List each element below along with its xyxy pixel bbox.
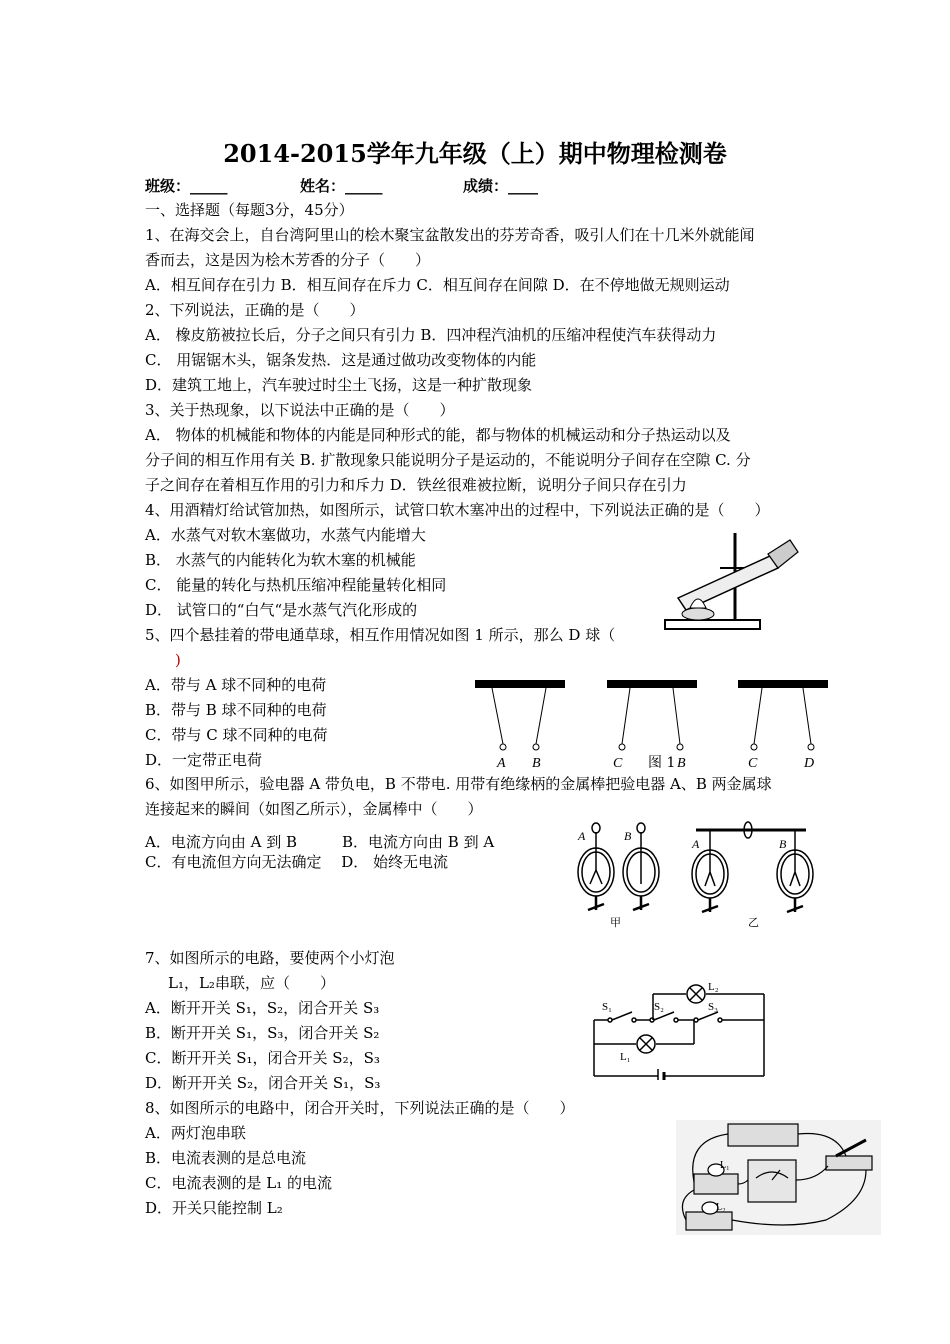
q8-option-a: A．两灯泡串联 [145, 1124, 246, 1142]
q5-stem [145, 623, 615, 648]
electroscope-figure [570, 818, 820, 930]
ball-label-d: D [804, 756, 815, 771]
switch-s2-label: S₂ [654, 1001, 664, 1013]
ball-label-b: B [532, 756, 541, 771]
q5-option-d: D．一定带正电荷 [145, 751, 263, 769]
electroscope-label-a2: A [692, 837, 700, 851]
q2-option-ab: A． 橡皮筋被拉长后，分子之间只有引力 B．四冲程汽油机的压缩冲程使汽车获得动力 [145, 326, 717, 344]
class-field: 班级：_____ [145, 177, 228, 195]
q4-stem: 4、用酒精灯给试管加热，如图所示，试管口软木塞冲出的过程中，下列说法正确的是（ ） [145, 501, 770, 519]
q8-stem: 8、如图所示的电路中，闭合开关时，下列说法正确的是（ ） [145, 1099, 575, 1117]
q1-options: A．相互间存在引力 B．相互间存在斥力 C．相互间存在间隙 D．在不停地做无规则运动 [145, 276, 730, 294]
figure-l1-label: L₁ [720, 1160, 730, 1171]
figure-l2-label: L₂ [716, 1202, 726, 1213]
page-title: 2014-2015学年九年级（上）期中物理检测卷 [223, 139, 727, 168]
q5-option-c: C．带与 C 球不同种的电荷 [145, 726, 328, 744]
lamp-l1-label: L₁ [620, 1051, 631, 1063]
test-tube-figure [660, 528, 805, 633]
q4-option-b: B． 水蒸气的内能转化为软木塞的机械能 [145, 551, 416, 569]
q3-line3: 子之间存在着相互作用的引力和斥力 D．铁丝很难被拉断，说明分子间只存在引力 [145, 476, 687, 494]
caption-jia: 甲 [610, 916, 621, 929]
ball-label-c2: C [748, 756, 758, 771]
electroscope-label-b2: B [779, 837, 787, 851]
q4-option-a: A．水蒸气对软木塞做功，水蒸气内能增大 [145, 526, 426, 544]
q3-line2: 分子间的相互作用有关 B. 扩散现象只能说明分子是运动的，不能说明分子间存在空隙 C. 分 [145, 451, 751, 469]
q5-option-a: A．带与 A 球不同种的电荷 [145, 676, 327, 694]
ball-label-a: A [497, 756, 506, 771]
q6-stem-line1: 6、如图甲所示，验电器 A 带负电，B 不带电. 用带有绝缘柄的金属棒把验电器 A、B 两金属球 [145, 775, 772, 793]
q8-option-d: D．开关只能控制 L₂ [145, 1199, 283, 1217]
q7-stem-line1: 7、如图所示的电路，要使两个小灯泡 [145, 949, 395, 967]
series-circuit-figure [588, 980, 773, 1080]
q1-stem-line2: 香而去，这是因为桧木芳香的分子（ ） [145, 251, 431, 269]
ball-label-c: C [613, 756, 623, 771]
q3-stem: 3、关于热现象，以下说法中正确的是（ ） [145, 401, 455, 419]
switch-s3-label: S₃ [708, 1001, 718, 1013]
figure-1-caption: 图 1 [648, 755, 676, 771]
q4-option-c: C． 能量的转化与热机压缩冲程能量转化相同 [145, 576, 447, 594]
name-field: 姓名：_____ [300, 177, 383, 195]
q5-option-b: B．带与 B 球不同种的电荷 [145, 701, 327, 719]
q7-option-d: D．断开开关 S₂，闭合开关 S₁，S₃ [145, 1074, 381, 1092]
score-field: 成绩：____ [463, 177, 539, 195]
q6-option-ab: A．电流方向由 A 到 B B．电流方向由 B 到 A [145, 833, 495, 851]
q1-stem-line1: 1、在海交会上，自台湾阿里山的桧木聚宝盆散发出的芬芳奇香，吸引人们在十几米外就能闻 [145, 226, 755, 244]
q5-stem-end: ) [175, 651, 181, 669]
q4-option-d: D． 试管口的“白气“是水蒸气汽化形成的 [145, 601, 418, 619]
q2-stem: 2、下列说法，正确的是（ ） [145, 301, 365, 319]
ammeter-circuit-figure [676, 1120, 881, 1235]
section-heading: 一、选择题（每题3分，45分） [145, 201, 354, 219]
q8-option-b: B．电流表测的是总电流 [145, 1149, 307, 1167]
q6-stem-line2: 连接起来的瞬间（如图乙所示），金属棒中（ ） [145, 800, 483, 818]
electroscope-label-a: A [578, 829, 586, 843]
lamp-l2-label: L₂ [708, 981, 719, 993]
q7-option-a: A．断开开关 S₁，S₂，闭合开关 S₃ [145, 999, 380, 1017]
q7-option-b: B．断开开关 S₁，S₃，闭合开关 S₂ [145, 1024, 380, 1042]
q2-option-c: C． 用锯锯木头，锯条发热．这是通过做功改变物体的内能 [145, 351, 537, 369]
caption-yi: 乙 [748, 916, 759, 929]
figure-1-charged-balls [470, 676, 835, 772]
q6-option-cd: C．有电流但方向无法确定 D． 始终无电流 [145, 853, 449, 871]
ball-label-b2: B [677, 756, 686, 771]
q7-option-c: C．断开开关 S₁，闭合开关 S₂，S₃ [145, 1049, 380, 1067]
electroscope-label-b: B [624, 829, 632, 843]
q2-option-d: D．建筑工地上，汽车驶过时尘土飞扬，这是一种扩散现象 [145, 376, 533, 394]
q5-stem-text: 5、四个悬挂着的带电通草球，相互作用情况如图 1 所示，那么 D 球（ [145, 626, 616, 644]
q3-line1: A． 物体的机械能和物体的内能是同种形式的能，都与物体的机械运动和分子热运动以及 [145, 426, 731, 444]
q8-option-c: C．电流表测的是 L₁ 的电流 [145, 1174, 332, 1192]
switch-s1-label: S₁ [602, 1001, 612, 1013]
q7-stem-line2: L₁，L₂串联，应（ ） [168, 974, 335, 992]
